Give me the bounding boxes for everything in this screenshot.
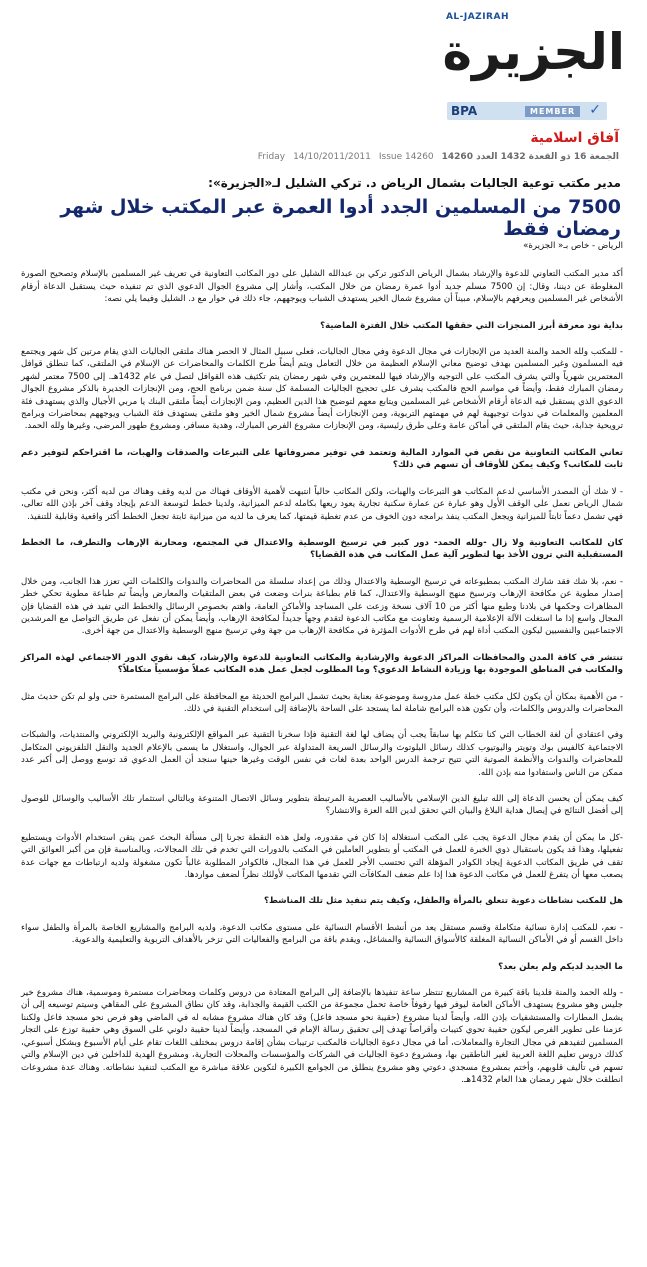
interview-question: كان للمكاتب التعاونية ولا زال -ولله الحمد- دور كبير في ترسيخ الوسطية والاعتدال في المجتمع، ومحاربة الإرهاب والتطرف، ما الخطط المستقبلية التي ترون الأخذ بها لتطوير آلية عمل المكاتب في هذه القضايا؟ — [21, 537, 623, 561]
interview-question: هل للمكتب نشاطات دعوية تتعلق بالمرأة والطفل، وكيف يتم تنفيذ مثل تلك المناشط؟ — [263, 896, 623, 907]
body-paragraph: كيف يمكن أن يحسن الدعاة إلى الله تبليغ الدين الإسلامي بالأساليب العصرية المرتبطة بتطوير وسائل الاتصال المتنوعة وبالتالي استثمار تلك الأساليب والوسائل للوصول إلى أفضل النتائج في إيصال هداية البلاغ والبيان التي تحقق لدين الله العزة والانتشار؟ — [21, 794, 623, 817]
bpa-member-label: MEMBER — [525, 106, 580, 117]
interview-question: تعاني المكاتب التعاونية من نقص في الموارد المالية وتعتمد في توفير مصروفاتها على التبرعات والصدقات والهبات، ما اقتراحكم لتوفير دعم ثابت للمكاتب؟ وكيف يمكن للأوقاف أن تسهم في ذلك؟ — [21, 447, 623, 471]
body-paragraph: وفي اعتقادي أن لغة الخطاب التي كنا نتكلم بها سابقاً يجب أن يضاف لها لغة التقنية فإذا سخرنا التقنية عبر المواقع الإلكترونية والبريد الإلكتروني والمنتديات، والشبكات الاجتماعية كالفيس بوك وتويتر واليوتيوب كذلك رسائل البلوتوث والرسائل السريعة المتداولة عبر الجوال، واستغلال ما يسمى بالإعلام الجديد والنقل التلفزيوني المتكامل للمحاضرات والندوات والأنظمة الصوتية التي تتيح ترجمة الدرس الواحد بعدة لغات في نفس الوقت وغيرها حينها سنجد أن العمل الدعوي قد توسع ووصل إلى أكبر عدد ممكن من الناس واستفادوا منه بإذن الله. — [21, 730, 623, 778]
dateline-issue: Issue 14260 — [378, 152, 434, 162]
masthead-logo: الجزيرة — [442, 23, 625, 81]
article-headline: 7500 من المسلمين الجدد أدوا العمرة عبر المكتب خلال شهر رمضان فقط — [60, 196, 621, 240]
interview-question: ما الجديد لديكم ولم يعلن بعد؟ — [498, 961, 623, 972]
body-paragraph: -كل ما يمكن أن يقدم مجال الدعوة يجب على المكتب استغلاله إذا كان في مقدوره، ولعل هذه النقطة تجرنا إلى مسألة البحث عمن يتقن استخدام الأدوات ويستطيع تفعيلها، وهذا قد يكون باستقبال ذوي الخبرة للعمل في المكتب أو بتطوير العاملين في المكتب بالدورات التي تخدم في تلك المجالات، وبالمناسبة فإن من أكبر العوائق التي تقف في طريق المكاتب الدعوية إيجاد الكوادر المؤهلة التي تحتسب الأجر للعمل في هذا المجال، فالكوادر المطلوبة غالباً تكون مشغولة ولديه ارتباطات مع جهات عدة يصعب معها أن يتفرغ للعمل في مكاتب الدعوة هذا إذا علم ضعف المكافآت التي تقدمها المكاتب لأولئك نظراً لضعف مواردها. — [21, 832, 623, 881]
article-kicker: مدير مكتب توعية الجاليات بشمال الرياض د. تركي الشليل لـ«الجزيرة»: — [208, 176, 621, 190]
check-icon: ✓ — [589, 102, 601, 118]
article-body — [21, 240, 623, 1100]
bpa-logo: BPA — [451, 104, 478, 118]
bpa-member-badge — [447, 102, 607, 120]
interview-question: بداية نود معرفة أبرز المنجزات التي حققها المكتب خلال الفترة الماضية؟ — [320, 320, 623, 331]
body-paragraph: - ولله الحمد والمنة فلدينا باقة كبيرة من المشاريع تنتظر ساعة تنفيذها بالإضافة إلى البرامج المعتادة من دروس وكلمات ومحاضرات مستمرة وموسمية، هناك مشروع خير جليس وهو مشروع يستهدف الأماكن العامة ليوفر فيها رفوفاً خاصة تحمل مجموعة من الكتب القيمة والجذابة، وقد كان نطاق المشروع على المقاهي وسيتم توسيعه إلى أن يشمل المطارات والمستشفيات بإذن الله، وأيضاً لدينا مشروع (حقيبة نحو مسجد فاعل) وقد كان هناك مشروع مشابه له في الماضي وهو فرص نحو مسجد فاعل ولكننا عزمنا على تطوير الفرص ليكون حقيبة تحوي كتيبات وأقراصاً تهدف إلى تحقيق رسالة الإمام في المسجد، وأيضاً لدينا حقيبة دلوني على السوق وهي حقيبة توزع على التجار المسلمين لتفيدهم في مجال التجارة والمعاملات، أما في مجال دعوة الجاليات فالمكتب ترتيبات بشأن إقامة دروس بمختلف اللغات تقام على أيام الأسبوع وبشكل أسبوعي، كذلك دروس تعليم اللغة العربية لغير الناطقين بها، ومشروع دعوة الجاليات في الشركات والمؤسسات والمحلات التجارية، ومشروع الهدية للداخلين في دين الإسلام والتي تسهم في تأليف قلوبهم، وأختم بمشروع مسجدي دعوتي وهو مشروع ينطلق من الجوامع الكبيرة لتكوين علاقة مباشرة مع المكتب لتنفيذ نشاطاته. وهناك عدة مشروعات انطلقت خلال شهر رمضان هذا العام 1432هـ. — [21, 988, 623, 1085]
dateline-date: 14/10/2011/2011 — [293, 152, 371, 162]
masthead — [437, 8, 627, 128]
body-paragraph: - للمكتب ولله الحمد والمنة العديد من الإنجازات في مجال الدعوة وفي مجال الجاليات، فعلى سبيل المثال لا الحصر هناك ملتقى الجاليات الذي يقام مرتين كل شهر ويجتمع فيه المسلمون وغير المسلمين بهدف توضيح معاني الإسلام العظيمة من خلال التعامل ويتم أيضاً طرح الكلمات والمحاضرات عن الإسلام في الملتقى، كما تنطلق قوافل المعتمرين شهرياً والتي يشرف المكتب على التوجيه والإرشاد فيها للمعتمرين وفي شهر رمضان يتم تكثيف هذه القوافل لتصل في عام 1432هـ. إلى 7500 معتمر لشهر رمضان المبارك فقط، وأيضاً في مواسم الحج فالمكتب يشرف على تحجيج الجاليات المسلمة كل سنة ضمن برنامج الحج، ومن الإنجازات الجديرة بالذكر مشروع الجوال الدعوي الذي يستقبل فيه الدعاة أرقام الأشخاص غير المسلمين ويتابع معهم لتوضيح هذا الدين العظيم، ومن الإنجازات أيضاً ملتقى البنك يا مربي الأجيال والذي يستهدف فئة المعلمين والمعلمات في ندوات توجيهية لهم في مهمتهم التربوية، ومن الإنجازات أيضاً مشروع شمال الخير وهو ملتقى يستهدف فئة الشباب ويوجههم بمحاضرات وبرامج ترويحية جذابة، حيث يقام الملتقى في أماكن عامة وعلى طرق رئيسية، ومن الإنجازات مشروع الفرص المبارك، وهدية مسافر، ومشروع طهور المرضى، وغيرها ولله الحمد. — [21, 347, 623, 432]
interview-question: تنتشر في كافة المدن والمحافظات المراكز الدعوية والإرشادية والمكاتب التعاونية للدعوة والإرشاد، كيف نقوي الدور الاجتماعي لهذه المراكز والمكاتب في المناطق الموجودة بها وزيادة النشاط الدعوي؟ وما المطلوب لجعل عمل هذه المكاتب عملاً مؤسسياً متكاملاً؟ — [21, 652, 623, 676]
dateline — [19, 152, 619, 162]
body-paragraph: - نعم، بلا شك فقد شارك المكتب بمطبوعاته في ترسيخ الوسطية والاعتدال وذلك من إعداد سلسلة من المحاضرات والندوات والكلمات التي تعزز هذا الجانب، ومن خلال إصدار مطوية عن مكافحة الإرهاب وترسيخ منهج الوسطية والاعتدال، كما قام بطباعة بنرات وضعت في بعض الملتقيات والمعارض وأيضاً تم طباعة مطوية تحكي خطر المظاهرات وحكمها في بلادنا وطبع منها أكثر من 10 آلاف نسخة وزعت على المساجد والأماكن العامة، واهتم بخصوص الرسائل والخطط التي تفيد في هذه القضايا فإن المجال واسع إذا ما استغلت الآلة الإعلامية الرسمية وتعاونت مع مكاتب الدعوة لتقدم وجهاً جديداً لمكافحة الإرهاب، وأيضاً يمكن أن نفعل عن طريق التواصل مع المرشدين الاجتماعيين والنفسيين ليكون المكتب أداة لهم في طرح الأدوات المؤثرة في مكافحة الإرهاب من جهة وفي ترسيخ منهج الوسطية والاعتدال من جهة أخرى. — [21, 576, 623, 637]
dateline-arabic: الجمعة 16 ذو القعدة 1432 العدد 14260 — [441, 152, 619, 162]
byline: الرياض - خاص بـ« الجزيرة» — [523, 241, 623, 251]
body-paragraph: - نعم، للمكتب إدارة نسائية متكاملة وقسم مستقل يعد من أنشط الأقسام النسائية على مستوى مكاتب الدعوة، ولديه البرامج والمشاريع الخاصة بالمرأة والطفل سواء داخل القسم أو في الأماكن النسائية المغلقة كالأسواق النسائية والمشاغل، ويقدم باقة من البرامج والفعاليات التي تزخر بالأهداف التربوية والتعليمية والدعوية. — [21, 922, 623, 946]
body-paragraph: - لا شك أن المصدر الأساسي لدعم المكاتب هو التبرعات والهبات، ولكن المكاتب حالياً انتبهت لأهمية الأوقاف فهناك من لديه وقف وهناك من لديه أكثر، ونحن في مكتب شمال الرياض نعمل على الوقف الأول وهو عبارة عن عمارة سكنية تجارية يعود ريعها بكامله لدعم الميزانية، ولدينا خطط لتوسعة الدعم بإيجاد وقف آخر بإذن الله تعالى، فهي تشمل دعماً ثابتاً للميزانية ويجعل المكتب ينفذ برامجه دون الخوف من عدم تغطية قيمتها، كما يعرف ما لديه من ميزانية ثابتة تجعل الخطط أكثر واقعية وقابلية للتنفيذ. — [21, 486, 623, 522]
section-title: آفاق اسلامية — [530, 130, 619, 146]
masthead-latin-name: AL-JAZIRAH — [445, 12, 509, 22]
body-paragraph: أكد مدير المكتب التعاوني للدعوة والإرشاد بشمال الرياض الدكتور تركي بن عبدالله الشليل على دور المكاتب التعاونية في تعريف غير المسلمين بالإسلام وتصحيح الصورة المغلوطة عن ديننا، وقال: إن 7500 مسلم جديد أدوا عمرة رمضان من خلال المكتب، وأشار إلى مشروع الجوال الدعوي الذي تم تنفيذه حيث يستقبل الدعاة أرقام الأشخاص غير المسلمين ويعرفهم بالإسلام، مبيناً أن مشروع شمال الخير يستهدف الشباب ويوجههم، جاء ذلك في حوار مع د. الشليل وفيما يلي نصه: — [21, 269, 623, 305]
body-paragraph: - من الأهمية بمكان أن يكون لكل مكتب خطة عمل مدروسة وموضوعة بعناية بحيث تشمل البرامج الحديثة مع المحافظة على البرامج المستمرة حتى ولو لم تكن حديث مثل المحاضرات والدروس والكلمات، وأن تكون هذه البرامج شاملة لما يستجد على الساحة بالإضافة إلى استخدام التقنية في ذلك. — [21, 691, 623, 714]
dateline-day: Friday — [257, 152, 286, 162]
